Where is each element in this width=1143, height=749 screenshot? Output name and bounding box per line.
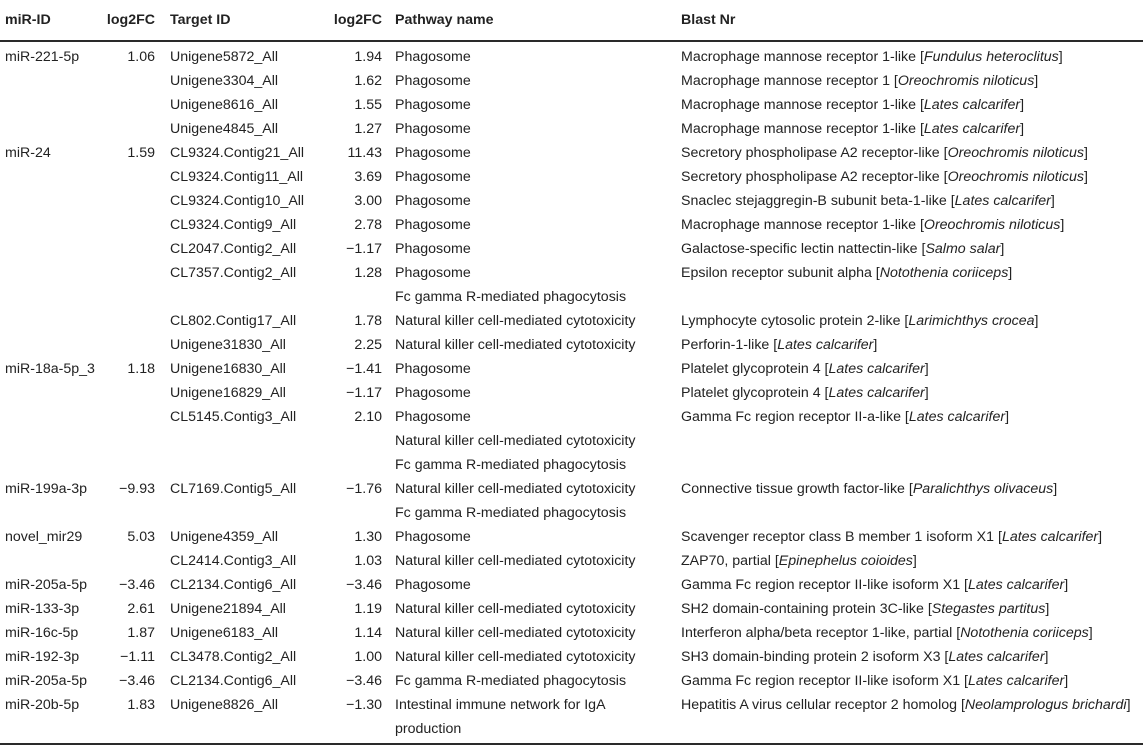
blast-species: Salmo salar: [925, 241, 1001, 257]
target-log2fc-cell: 1.55: [354, 97, 382, 113]
blast-nr-cell: [681, 261, 1143, 309]
header-blast-nr: Blast Nr: [681, 0, 1143, 41]
blast-close-bracket: ]: [1053, 481, 1058, 497]
blast-nr-cell: [681, 669, 1143, 693]
mir-id-cell: [0, 117, 106, 141]
blast-close-bracket: ]: [1126, 697, 1131, 713]
blast-description: Gamma Fc region receptor II-a-like [: [681, 409, 909, 425]
target-log2fc-cell: −3.46: [346, 577, 382, 593]
pathway-line: Fc gamma R-mediated phagocytosis: [395, 505, 627, 521]
blast-close-bracket: ]: [1034, 73, 1039, 89]
table-header: [0, 0, 1143, 41]
mir-log2fc-cell: −9.93: [119, 481, 155, 497]
table-row: [0, 405, 1143, 477]
pathway-line: Phagosome: [395, 145, 471, 161]
blast-nr-cell: [681, 357, 1143, 381]
blast-nr-cell: [681, 141, 1143, 165]
mir-log2fc-cell: [106, 117, 170, 141]
blast-close-bracket: ]: [1088, 625, 1093, 641]
table-body: [0, 41, 1143, 744]
mir-log2fc-cell: 1.59: [127, 145, 155, 161]
blast-close-bracket: ]: [1034, 313, 1039, 329]
blast-close-bracket: ]: [1008, 265, 1013, 281]
target-id-cell: CL2134.Contig6_All: [170, 577, 297, 593]
target-log2fc-cell: 1.14: [354, 625, 382, 641]
pathway-line: Phagosome: [395, 265, 471, 281]
pathway-line: Phagosome: [395, 97, 471, 113]
pathway-line: Phagosome: [395, 577, 471, 593]
pathway-cell: [395, 213, 681, 237]
blast-close-bracket: ]: [1064, 673, 1069, 689]
table-row: [0, 621, 1143, 645]
blast-close-bracket: ]: [1050, 193, 1055, 209]
mir-log2fc-cell: 1.18: [127, 361, 155, 377]
blast-close-bracket: ]: [924, 385, 929, 401]
table-row: [0, 645, 1143, 669]
target-id-cell: CL2134.Contig6_All: [170, 673, 297, 689]
blast-species: Lates calcarifer: [923, 121, 1021, 137]
blast-nr-cell: [681, 41, 1143, 69]
mir-log2fc-cell: −3.46: [119, 577, 155, 593]
target-id-cell: CL3478.Contig2_All: [170, 649, 297, 665]
mir-log2fc-cell: 2.61: [127, 601, 155, 617]
table-row: [0, 309, 1143, 333]
pathway-cell: [395, 405, 681, 477]
pathway-line: Fc gamma R-mediated phagocytosis: [395, 289, 627, 305]
blast-close-bracket: ]: [1020, 121, 1025, 137]
mir-id-cell: [0, 261, 106, 309]
target-id-cell: Unigene16830_All: [170, 361, 286, 377]
pathway-line: Intestinal immune network for IgA: [395, 697, 606, 713]
blast-nr-cell: [681, 309, 1143, 333]
target-log2fc-cell: 3.69: [354, 169, 382, 185]
pathway-line: Phagosome: [395, 385, 471, 401]
blast-species: Notothenia coriiceps: [960, 625, 1089, 641]
table-row: [0, 261, 1143, 309]
mir-id-cell: miR-199a-3p: [5, 481, 88, 497]
blast-description: Hepatitis A virus cellular receptor 2 homolog [: [681, 697, 965, 713]
header-target-log2fc: log2FC: [326, 0, 395, 41]
mir-id-cell: miR-18a-5p_3: [5, 361, 95, 377]
blast-description: Perforin-1-like [: [681, 337, 778, 353]
target-log2fc-cell: 2.10: [354, 409, 382, 425]
mir-id-cell: [0, 213, 106, 237]
table-row: [0, 693, 1143, 744]
mir-log2fc-cell: [106, 549, 170, 573]
target-id-cell: CL9324.Contig11_All: [170, 169, 304, 185]
target-id-cell: CL2047.Contig2_All: [170, 241, 297, 257]
blast-close-bracket: ]: [1020, 97, 1025, 113]
table-row: [0, 525, 1143, 549]
blast-close-bracket: ]: [1060, 217, 1065, 233]
blast-species: Oreochromis niloticus: [947, 145, 1084, 161]
pathway-line: Phagosome: [395, 217, 471, 233]
blast-species: Epinephelus coioides: [778, 553, 913, 569]
blast-species: Oreochromis niloticus: [923, 217, 1061, 233]
mir-log2fc-cell: [106, 309, 170, 333]
blast-nr-cell: [681, 525, 1143, 549]
blast-close-bracket: ]: [1058, 49, 1063, 65]
pathway-line: Natural killer cell-mediated cytotoxicity: [395, 313, 636, 329]
blast-nr-cell: [681, 573, 1143, 597]
blast-species: Lates calcarifer: [948, 649, 1045, 665]
table-row: [0, 117, 1143, 141]
pathway-cell: [395, 117, 681, 141]
header-mir-id: miR-ID: [0, 0, 106, 41]
blast-species: Lates calcarifer: [828, 385, 925, 401]
blast-close-bracket: ]: [1064, 577, 1069, 593]
table-row: [0, 381, 1143, 405]
table-row: [0, 477, 1143, 525]
pathway-line: production: [395, 721, 462, 737]
target-id-cell: CL9324.Contig10_All: [170, 193, 305, 209]
pathway-line: Phagosome: [395, 49, 471, 65]
target-id-cell: CL7169.Contig5_All: [170, 481, 297, 497]
table-row: [0, 549, 1143, 573]
blast-description: Gamma Fc region receptor II-like isoform X1 [: [681, 673, 968, 689]
pathway-cell: [395, 165, 681, 189]
mir-id-cell: miR-192-3p: [5, 649, 80, 665]
blast-species: Stegastes partitus: [931, 601, 1046, 617]
mir-log2fc-cell: 1.83: [106, 693, 170, 744]
blast-nr-cell: [681, 213, 1143, 237]
mir-id-cell: miR-221-5p: [5, 49, 80, 65]
blast-nr-cell: [681, 549, 1143, 573]
pathway-line: Natural killer cell-mediated cytotoxicity: [395, 601, 636, 617]
target-log2fc-cell: 1.62: [354, 73, 382, 89]
blast-species: Notothenia coriiceps: [879, 265, 1009, 281]
header-row: [0, 0, 1143, 41]
mir-id-cell: miR-205a-5p: [5, 577, 88, 593]
pathway-cell: [395, 93, 681, 117]
blast-close-bracket: ]: [1044, 649, 1049, 665]
target-id-cell: CL9324.Contig21_All: [170, 145, 305, 161]
table-row: [0, 669, 1143, 693]
target-id-cell: Unigene21894_All: [170, 601, 286, 617]
mir-id-cell: [0, 189, 106, 213]
table-row: [0, 141, 1143, 165]
blast-close-bracket: ]: [1083, 145, 1088, 161]
pathway-line: Phagosome: [395, 529, 471, 545]
blast-close-bracket: ]: [924, 361, 929, 377]
mir-id-cell: [0, 237, 106, 261]
blast-species: Neolamprologus brichardi: [964, 697, 1127, 713]
blast-description: Macrophage mannose receptor 1-like [: [681, 49, 924, 65]
blast-description: Connective tissue growth factor-like [: [681, 481, 913, 497]
pathway-cell: [395, 357, 681, 381]
table-row: [0, 69, 1143, 93]
target-log2fc-cell: 1.00: [354, 649, 382, 665]
target-id-cell: CL5145.Contig3_All: [170, 409, 297, 425]
blast-description: Secretory phospholipase A2 receptor-like [: [681, 169, 948, 185]
blast-description: ZAP70, partial [: [681, 553, 779, 569]
table-row: [0, 213, 1143, 237]
blast-species: Lates calcarifer: [954, 193, 1051, 209]
blast-description: Snaclec stejaggregin-B subunit beta-1-like [: [681, 193, 955, 209]
target-log2fc-cell: 1.30: [354, 529, 382, 545]
pathway-cell: [395, 41, 681, 69]
mir-log2fc-cell: [106, 237, 170, 261]
mir-log2fc-cell: −3.46: [119, 673, 155, 689]
mir-id-cell: miR-133-3p: [5, 601, 80, 617]
blast-close-bracket: ]: [1045, 601, 1050, 617]
pathway-line: Natural killer cell-mediated cytotoxicity: [395, 625, 636, 641]
mir-log2fc-cell: [106, 213, 170, 237]
pathway-cell: [395, 309, 681, 333]
table-row: [0, 189, 1143, 213]
target-log2fc-cell: −1.17: [346, 385, 382, 401]
blast-nr-cell: [681, 597, 1143, 621]
pathway-cell: [395, 669, 681, 693]
blast-species: Larimichthys crocea: [908, 313, 1035, 329]
table-row: [0, 333, 1143, 357]
blast-nr-cell: [681, 645, 1143, 669]
blast-nr-cell: [681, 381, 1143, 405]
mir-log2fc-cell: 1.06: [127, 49, 155, 65]
target-log2fc-cell: 11.43: [347, 145, 382, 161]
blast-description: Interferon alpha/beta receptor 1-like, partial [: [681, 625, 961, 641]
blast-close-bracket: ]: [1005, 409, 1010, 425]
target-id-cell: Unigene16829_All: [170, 385, 286, 401]
pathway-cell: [395, 261, 681, 309]
blast-description: Galactose-specific lectin nattectin-like [: [681, 241, 926, 257]
blast-species: Lates calcarifer: [968, 673, 1065, 689]
target-log2fc-cell: 1.27: [354, 121, 382, 137]
pathway-cell: [395, 549, 681, 573]
mir-log2fc-cell: [106, 333, 170, 357]
target-id-cell: Unigene4845_All: [170, 121, 279, 137]
target-id-cell: Unigene8826_All: [170, 693, 326, 744]
pathway-line: Phagosome: [395, 409, 471, 425]
blast-nr-cell: [681, 405, 1143, 477]
table-row: [0, 597, 1143, 621]
blast-description: Macrophage mannose receptor 1 [: [681, 73, 898, 89]
mir-log2fc-cell: [106, 381, 170, 405]
blast-nr-cell: [681, 477, 1143, 525]
blast-close-bracket: ]: [1083, 169, 1088, 185]
mir-log2fc-cell: [106, 189, 170, 213]
target-log2fc-cell: −1.17: [346, 241, 382, 257]
table-row: [0, 165, 1143, 189]
mir-id-cell: [0, 93, 106, 117]
table-row: [0, 41, 1143, 69]
pathway-cell: [395, 69, 681, 93]
pathway-cell: [395, 141, 681, 165]
pathway-cell: [395, 597, 681, 621]
blast-nr-cell: [681, 621, 1143, 645]
target-id-cell: CL9324.Contig9_All: [170, 217, 297, 233]
target-id-cell: Unigene4359_All: [170, 529, 279, 545]
target-id-cell: Unigene3304_All: [170, 73, 279, 89]
pathway-cell: [395, 381, 681, 405]
mir-log2fc-cell: [106, 69, 170, 93]
pathway-cell: [395, 477, 681, 525]
mir-log2fc-cell: [106, 93, 170, 117]
target-id-cell: CL802.Contig17_All: [170, 313, 297, 329]
mir-id-cell: miR-24: [5, 145, 51, 161]
blast-description: Macrophage mannose receptor 1-like [: [681, 217, 924, 233]
mir-id-cell: [0, 405, 106, 477]
pathway-line: Natural killer cell-mediated cytotoxicity: [395, 337, 636, 353]
blast-nr-cell: [681, 189, 1143, 213]
blast-nr-cell: [681, 93, 1143, 117]
target-log2fc-cell: 1.28: [354, 265, 382, 281]
table-row: [0, 357, 1143, 381]
blast-description: Scavenger receptor class B member 1 isoform X1 [: [681, 529, 1002, 545]
pathway-cell: [395, 525, 681, 549]
table-row: [0, 573, 1143, 597]
pathway-cell: [395, 333, 681, 357]
target-log2fc-cell: −1.76: [346, 481, 382, 497]
blast-nr-cell: [681, 165, 1143, 189]
mir-log2fc-cell: [106, 261, 170, 309]
blast-nr-cell: [681, 693, 1143, 744]
target-id-cell: CL7357.Contig2_All: [170, 265, 297, 281]
mir-id-cell: miR-205a-5p: [5, 673, 88, 689]
blast-description: Macrophage mannose receptor 1-like [: [681, 121, 924, 137]
blast-species: Lates calcarifer: [968, 577, 1065, 593]
mir-log2fc-cell: [106, 405, 170, 477]
pathway-cell: [395, 693, 681, 744]
blast-species: Oreochromis niloticus: [947, 169, 1084, 185]
blast-species: Paralichthys olivaceus: [912, 481, 1054, 497]
mir-id-cell: [0, 165, 106, 189]
mir-id-cell: miR-20b-5p: [0, 693, 106, 744]
header-mir-log2fc: log2FC: [106, 0, 170, 41]
pathway-line: Natural killer cell-mediated cytotoxicity: [395, 553, 636, 569]
blast-description: Gamma Fc region receptor II-like isoform X1 [: [681, 577, 968, 593]
header-pathway-name: Pathway name: [395, 0, 681, 41]
mir-log2fc-cell: [106, 165, 170, 189]
blast-close-bracket: ]: [912, 553, 917, 569]
pathway-cell: [395, 237, 681, 261]
blast-species: Lates calcarifer: [828, 361, 925, 377]
target-log2fc-cell: 2.78: [354, 217, 382, 233]
header-target-id: Target ID: [170, 0, 326, 41]
pathway-line: Natural killer cell-mediated cytotoxicity: [395, 481, 636, 497]
blast-nr-cell: [681, 69, 1143, 93]
mir-id-cell: [0, 309, 106, 333]
blast-nr-cell: [681, 237, 1143, 261]
mir-log2fc-cell: −1.11: [120, 649, 155, 665]
blast-close-bracket: ]: [1098, 529, 1103, 545]
target-log2fc-cell: 1.94: [354, 49, 382, 65]
blast-description: SH2 domain-containing protein 3C-like [: [681, 601, 932, 617]
pathway-line: Phagosome: [395, 73, 471, 89]
pathway-cell: [395, 573, 681, 597]
table-row: [0, 237, 1143, 261]
pathway-line: Phagosome: [395, 121, 471, 137]
target-log2fc-cell: 1.78: [354, 313, 382, 329]
mir-id-cell: [0, 549, 106, 573]
target-log2fc-cell: 2.25: [354, 337, 382, 353]
mir-id-cell: [0, 381, 106, 405]
mir-log2fc-cell: 5.03: [127, 529, 155, 545]
target-id-cell: Unigene31830_All: [170, 337, 286, 353]
target-id-cell: CL2414.Contig3_All: [170, 553, 297, 569]
pathway-cell: [395, 645, 681, 669]
target-id-cell: Unigene5872_All: [170, 49, 279, 65]
mir-log2fc-cell: 1.87: [127, 625, 155, 641]
target-log2fc-cell: −3.46: [346, 673, 382, 689]
blast-species: Lates calcarifer: [777, 337, 874, 353]
blast-species: Lates calcarifer: [1001, 529, 1099, 545]
blast-description: Lymphocyte cytosolic protein 2-like [: [681, 313, 909, 329]
target-id-cell: Unigene6183_All: [170, 625, 279, 641]
blast-description: Secretory phospholipase A2 receptor-like [: [681, 145, 948, 161]
blast-nr-cell: [681, 333, 1143, 357]
blast-description: Macrophage mannose receptor 1-like [: [681, 97, 924, 113]
mir-id-cell: [0, 69, 106, 93]
target-log2fc-cell: 3.00: [354, 193, 382, 209]
table-row: [0, 93, 1143, 117]
pathway-line: Natural killer cell-mediated cytotoxicity: [395, 433, 636, 449]
blast-species: Lates calcarifer: [923, 97, 1021, 113]
mir-id-cell: miR-16c-5p: [5, 625, 79, 641]
pathway-line: Phagosome: [395, 193, 471, 209]
blast-species: Fundulus heteroclitus: [923, 49, 1059, 65]
target-log2fc-cell: −1.30: [326, 693, 395, 744]
blast-description: Platelet glycoprotein 4 [: [681, 361, 829, 377]
target-id-cell: Unigene8616_All: [170, 97, 279, 113]
target-log2fc-cell: 1.19: [354, 601, 382, 617]
pathway-line: Fc gamma R-mediated phagocytosis: [395, 673, 627, 689]
pathway-line: Phagosome: [395, 169, 471, 185]
blast-close-bracket: ]: [873, 337, 878, 353]
mir-id-cell: novel_mir29: [5, 529, 83, 545]
mir-id-cell: [0, 333, 106, 357]
pathway-line: Natural killer cell-mediated cytotoxicity: [395, 649, 636, 665]
pathway-line: Phagosome: [395, 241, 471, 257]
blast-nr-cell: [681, 117, 1143, 141]
blast-description: Platelet glycoprotein 4 [: [681, 385, 829, 401]
pathway-cell: [395, 189, 681, 213]
blast-description: Epsilon receptor subunit alpha [: [681, 265, 880, 281]
pathway-cell: [395, 621, 681, 645]
target-log2fc-cell: −1.41: [346, 361, 382, 377]
blast-close-bracket: ]: [1000, 241, 1005, 257]
pathway-line: Fc gamma R-mediated phagocytosis: [395, 457, 627, 473]
target-log2fc-cell: 1.03: [354, 553, 382, 569]
pathway-line: Phagosome: [395, 361, 471, 377]
blast-description: SH3 domain-binding protein 2 isoform X3 [: [681, 649, 949, 665]
blast-species: Oreochromis niloticus: [897, 73, 1035, 89]
blast-species: Lates calcarifer: [908, 409, 1006, 425]
